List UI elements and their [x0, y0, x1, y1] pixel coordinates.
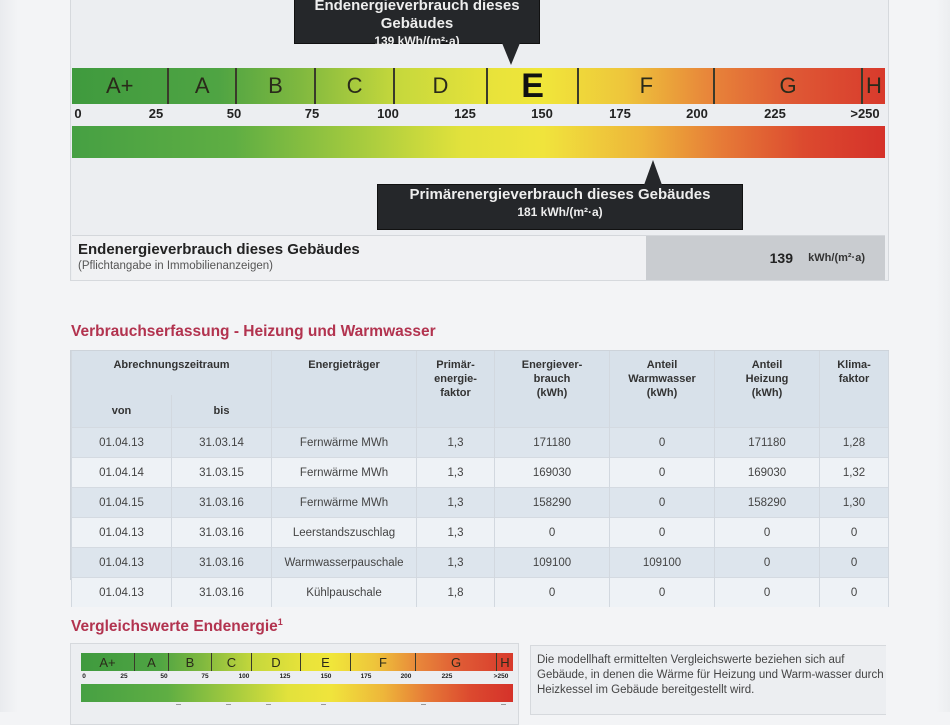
cell-to: 31.03.16 — [172, 518, 272, 548]
cell-pef: 1,3 — [417, 488, 495, 518]
header-period: Abrechnungszeitraum — [72, 351, 272, 395]
cell-heating: 158290 — [715, 488, 820, 518]
cell-pef: 1,3 — [417, 428, 495, 458]
cell-carrier: Warmwasserpauschale — [272, 548, 417, 578]
cell-hot-water: 109100 — [610, 548, 715, 578]
cell-climate: 1,30 — [820, 488, 889, 518]
comparison-class-c: C — [212, 653, 252, 671]
tick-label: 225 — [441, 673, 453, 680]
cell-from: 01.04.13 — [72, 428, 172, 458]
comparison-title-text: Vergleichswerte Endenergie — [71, 618, 278, 636]
tick-label: >250 — [850, 106, 880, 121]
final-energy-callout — [294, 0, 540, 48]
header-hot-water: Anteil Warmwasser (kWh) — [610, 351, 715, 428]
tick-label: 75 — [304, 106, 320, 121]
comparison-class-f: F — [351, 653, 416, 671]
tick-label: 50 — [226, 106, 242, 121]
comparison-class-scale — [81, 653, 513, 671]
comparison-class-h: H — [500, 654, 510, 670]
comparison-class-a-plus: A+ — [81, 653, 135, 671]
scale-class-h: H — [865, 73, 882, 98]
comparison-class-d: D — [252, 653, 301, 671]
cell-pef: 1,8 — [417, 578, 495, 608]
tick-label: 50 — [160, 673, 168, 680]
header-from: von — [72, 395, 172, 428]
cell-heating: 0 — [715, 548, 820, 578]
comparison-class-g: G — [416, 653, 497, 671]
cell-climate: 0 — [820, 518, 889, 548]
header-primary-factor: Primär- energie- faktor — [417, 351, 495, 428]
final-energy-unit: kWh/(m²·a) — [808, 252, 865, 264]
tick-label: 200 — [686, 106, 708, 121]
table-row — [72, 458, 889, 488]
table-row — [72, 578, 889, 608]
scale-class-a-plus: A+ — [72, 68, 169, 104]
header-to: bis — [172, 395, 272, 428]
scale-class-f: F — [579, 68, 715, 104]
scale-class-c: C — [316, 68, 395, 104]
cell-consumption: 171180 — [495, 428, 610, 458]
final-energy-callout-title: Endenergieverbrauch dieses Gebäudes — [314, 0, 520, 32]
cell-to: 31.03.16 — [172, 488, 272, 518]
cell-pef: 1,3 — [417, 548, 495, 578]
comparison-class-b: B — [169, 653, 212, 671]
tick-label: 125 — [279, 673, 291, 680]
header-consumption: Energiever- brauch (kWh) — [495, 351, 610, 428]
header-climate-factor: Klima- faktor — [820, 351, 889, 428]
final-energy-value-box — [646, 236, 885, 280]
cell-heating: 0 — [715, 578, 820, 608]
cell-hot-water: 0 — [610, 428, 715, 458]
cell-from: 01.04.13 — [72, 548, 172, 578]
comparison-scale-ticks — [81, 673, 513, 683]
cell-pef: 1,3 — [417, 458, 495, 488]
consumption-table-wrapper — [70, 350, 889, 599]
header-heating: Anteil Heizung (kWh) — [715, 351, 820, 428]
cell-heating: 0 — [715, 518, 820, 548]
tick-label: 200 — [400, 673, 412, 680]
cell-consumption: 0 — [495, 518, 610, 548]
cell-climate: 0 — [820, 578, 889, 608]
table-row — [72, 518, 889, 548]
footnote-mark: 1 — [277, 617, 283, 627]
tick-label: 25 — [148, 106, 164, 121]
tick-label: 175 — [360, 673, 372, 680]
final-energy-summary — [72, 235, 885, 280]
primary-energy-callout-value: 181 kWh/(m²·a) — [517, 205, 603, 219]
table-row — [72, 548, 889, 578]
cell-to: 31.03.14 — [172, 428, 272, 458]
primary-energy-callout-title: Primärenergieverbrauch dieses Gebäudes — [409, 186, 711, 203]
cell-heating: 169030 — [715, 458, 820, 488]
comparison-building-markers — [81, 704, 513, 712]
table-row — [72, 488, 889, 518]
consumption-table — [71, 351, 889, 607]
primary-energy-callout — [377, 184, 743, 230]
tick-label: 25 — [120, 673, 128, 680]
tick-label: 125 — [454, 106, 476, 121]
cell-carrier: Fernwärme MWh — [272, 458, 417, 488]
cell-from: 01.04.15 — [72, 488, 172, 518]
cell-carrier: Fernwärme MWh — [272, 428, 417, 458]
cell-climate: 1,28 — [820, 428, 889, 458]
tick-label: 150 — [320, 673, 332, 680]
tick-label: 0 — [82, 673, 86, 680]
cell-climate: 1,32 — [820, 458, 889, 488]
cell-consumption: 158290 — [495, 488, 610, 518]
tick-label: 100 — [377, 106, 399, 121]
cell-hot-water: 0 — [610, 518, 715, 548]
cell-hot-water: 0 — [610, 578, 715, 608]
consumption-section-title: Verbrauchserfassung - Heizung und Warmwasser — [71, 323, 436, 340]
table-row — [72, 428, 889, 458]
cell-from: 01.04.14 — [72, 458, 172, 488]
cell-carrier: Kühlpauschale — [272, 578, 417, 608]
page-edge-right — [936, 0, 950, 712]
cell-to: 31.03.15 — [172, 458, 272, 488]
cell-heating: 171180 — [715, 428, 820, 458]
cell-from: 01.04.13 — [72, 578, 172, 608]
final-energy-value: 139 — [769, 250, 793, 266]
page-edge-left — [0, 0, 18, 712]
scale-class-d: D — [395, 68, 488, 104]
comparison-note: Die modellhaft ermittelten Vergleichswerte beziehen sich auf Gebäude, in denen die Wärme für Heizung und Warm-wasser durch Heizkessel im Gebäude bereitgestellt wird. — [530, 645, 886, 715]
cell-to: 31.03.16 — [172, 578, 272, 608]
cell-consumption: 109100 — [495, 548, 610, 578]
cell-climate: 0 — [820, 548, 889, 578]
primary-energy-gradient-bar — [72, 126, 885, 158]
comparison-class-e: E — [301, 653, 351, 671]
final-energy-sublabel: (Pflichtangabe in Immobilienanzeigen) — [78, 260, 273, 272]
scale-class-g: G — [715, 68, 863, 104]
tick-label: 75 — [201, 673, 209, 680]
scale-class-b: B — [237, 68, 316, 104]
scale-ticks — [72, 106, 885, 122]
tick-label: >250 — [493, 673, 509, 680]
final-energy-callout-value: 139 kWh/(m²·a) — [374, 34, 460, 48]
cell-pef: 1,3 — [417, 518, 495, 548]
cell-carrier: Leerstandszuschlag — [272, 518, 417, 548]
efficiency-class-scale — [72, 68, 885, 104]
tick-label: 150 — [531, 106, 553, 121]
cell-to: 31.03.16 — [172, 548, 272, 578]
tick-label: 100 — [238, 673, 250, 680]
tick-label: 0 — [74, 106, 82, 121]
tick-label: 175 — [609, 106, 631, 121]
cell-carrier: Fernwärme MWh — [272, 488, 417, 518]
final-energy-label: Endenergieverbrauch dieses Gebäudes — [78, 241, 360, 258]
comparison-gradient-bar — [81, 684, 513, 702]
cell-consumption: 0 — [495, 578, 610, 608]
cell-from: 01.04.13 — [72, 518, 172, 548]
tick-label: 225 — [764, 106, 786, 121]
cell-hot-water: 0 — [610, 458, 715, 488]
header-carrier: Energieträger — [272, 351, 417, 428]
comparison-class-a: A — [135, 653, 169, 671]
cell-hot-water: 0 — [610, 488, 715, 518]
cell-consumption: 169030 — [495, 458, 610, 488]
scale-class-e: E — [488, 68, 580, 104]
comparison-section-title — [71, 617, 283, 636]
scale-class-a: A — [169, 68, 237, 104]
